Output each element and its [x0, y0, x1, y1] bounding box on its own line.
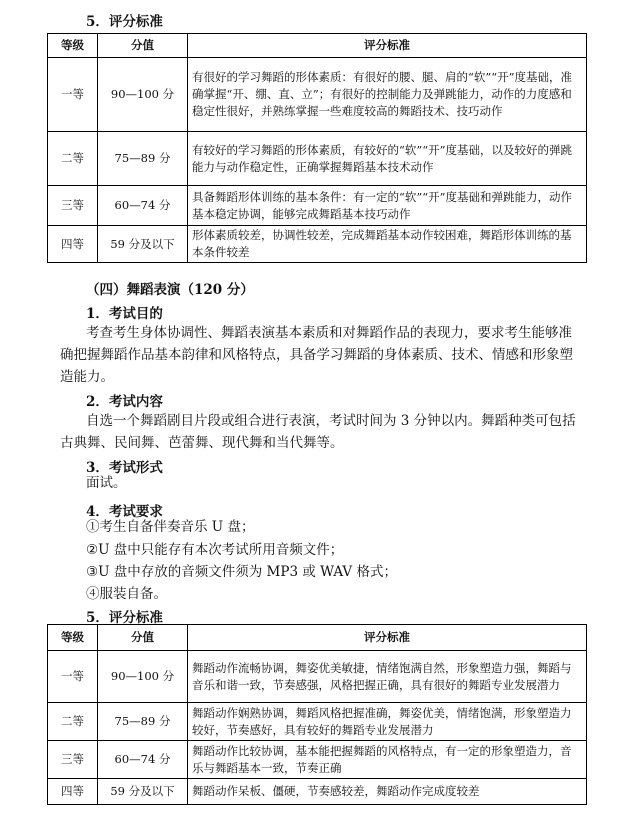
- table-row: [48, 779, 587, 805]
- s4-heading: 4．考试要求: [86, 504, 163, 520]
- header-grade: 等级: [48, 625, 98, 651]
- score-cell: 59 分及以下: [98, 779, 188, 805]
- score-cell: 60—74 分: [98, 741, 188, 779]
- table-row: [48, 703, 587, 741]
- grade-cell: 二等: [48, 132, 98, 186]
- header-score: 分值: [98, 34, 188, 58]
- s4-item: ②U 盘中只能存有本次考试所用音频文件；: [86, 542, 344, 558]
- s1-text: 考查考生身体协调性、舞蹈表演基本素质和对舞蹈作品的表现力，要求考生能够准确把握舞蹈作品基本韵律和风格特点，具备学习舞蹈的身体素质、技术、情感和形象塑造能力。: [60, 325, 573, 385]
- score-cell: 75—89 分: [98, 132, 188, 186]
- criteria-cell: 有很好的学习舞蹈的形体素质：有很好的腰、腿、肩的“软”“开”度基础，准确掌握“开、绷、直、立”；有很好的控制能力及弹跳能力，动作的力度感和稳定性很好，并熟练掌握一些难度较高的舞蹈技术、技巧动作: [188, 58, 587, 132]
- s1-heading: 1．考试目的: [86, 306, 163, 322]
- s3-text: 面试。: [86, 475, 127, 491]
- grade-cell: 一等: [48, 58, 98, 132]
- s5-heading: 5．评分标准: [86, 610, 163, 626]
- grade-cell: 三等: [48, 741, 98, 779]
- criteria-cell: 具备舞蹈形体训练的基本条件：有一定的“软”“开”度基础和弹跳能力，动作基本稳定协调，能够完成舞蹈基本技巧动作: [188, 186, 587, 226]
- table-row: [48, 186, 587, 226]
- criteria-cell: 形体素质较差，协调性较差，完成舞蹈基本动作较困难，舞蹈形体训练的基本条件较差: [188, 226, 587, 263]
- header-criteria: 评分标准: [188, 34, 587, 58]
- criteria-cell: 舞蹈动作娴熟协调，舞蹈风格把握准确，舞姿优美，情绪饱满，形象塑造力较好，节奏感好，具有较好的舞蹈专业发展潜力: [188, 703, 587, 741]
- header-score: 分值: [98, 625, 188, 651]
- table-header-row: [48, 625, 587, 651]
- score-cell: 90—100 分: [98, 58, 188, 132]
- table-row: [48, 741, 587, 779]
- table-row: [48, 651, 587, 703]
- grade-cell: 三等: [48, 186, 98, 226]
- score-cell: 90—100 分: [98, 651, 188, 703]
- table-row: [48, 226, 587, 263]
- table-row: [48, 132, 587, 186]
- table-header-row: [48, 34, 587, 58]
- grade-cell: 四等: [48, 226, 98, 263]
- s4-item: ③U 盘中存放的音频文件须为 MP3 或 WAV 格式；: [86, 564, 397, 580]
- criteria-cell: 舞蹈动作流畅协调，舞姿优美敏捷，情绪饱满自然，形象塑造力强，舞蹈与音乐和谐一致，节奏感强，风格把握正确，具有很好的舞蹈专业发展潜力: [188, 651, 587, 703]
- header-grade: 等级: [48, 34, 98, 58]
- s3-heading: 3．考试形式: [86, 460, 163, 476]
- s2-text: 自选一个舞蹈剧目片段或组合进行表演，考试时间为 3 分钟以内。舞蹈种类可包括古典舞、民间舞、芭蕾舞、现代舞和当代舞等。: [60, 413, 576, 451]
- header-criteria: 评分标准: [188, 625, 587, 651]
- s2-heading: 2．考试内容: [86, 394, 163, 410]
- grade-cell: 四等: [48, 779, 98, 805]
- grading-table-2: [47, 624, 587, 805]
- score-cell: 59 分及以下: [98, 226, 188, 263]
- criteria-cell: 舞蹈动作呆板、僵硬，节奏感较差，舞蹈动作完成度较差: [188, 779, 587, 805]
- grade-cell: 一等: [48, 651, 98, 703]
- grade-cell: 二等: [48, 703, 98, 741]
- criteria-cell: 舞蹈动作比较协调，基本能把握舞蹈的风格特点，有一定的形象塑造力，音乐与舞蹈基本一致，节奏正确: [188, 741, 587, 779]
- criteria-cell: 有较好的学习舞蹈的形体素质，有较好的“软”“开”度基础，以及较好的弹跳能力与动作稳定性，正确掌握舞蹈基本技术动作: [188, 132, 587, 186]
- s4-item: ①考生自备伴奏音乐 U 盘；: [86, 519, 255, 535]
- section1-heading: 5．评分标准: [86, 14, 163, 30]
- score-cell: 75—89 分: [98, 703, 188, 741]
- grading-table-1: [47, 33, 587, 263]
- s4-item: ④服装自备。: [86, 586, 167, 602]
- part4-title: （四）舞蹈表演（120 分）: [86, 282, 254, 298]
- score-cell: 60—74 分: [98, 186, 188, 226]
- table-row: [48, 58, 587, 132]
